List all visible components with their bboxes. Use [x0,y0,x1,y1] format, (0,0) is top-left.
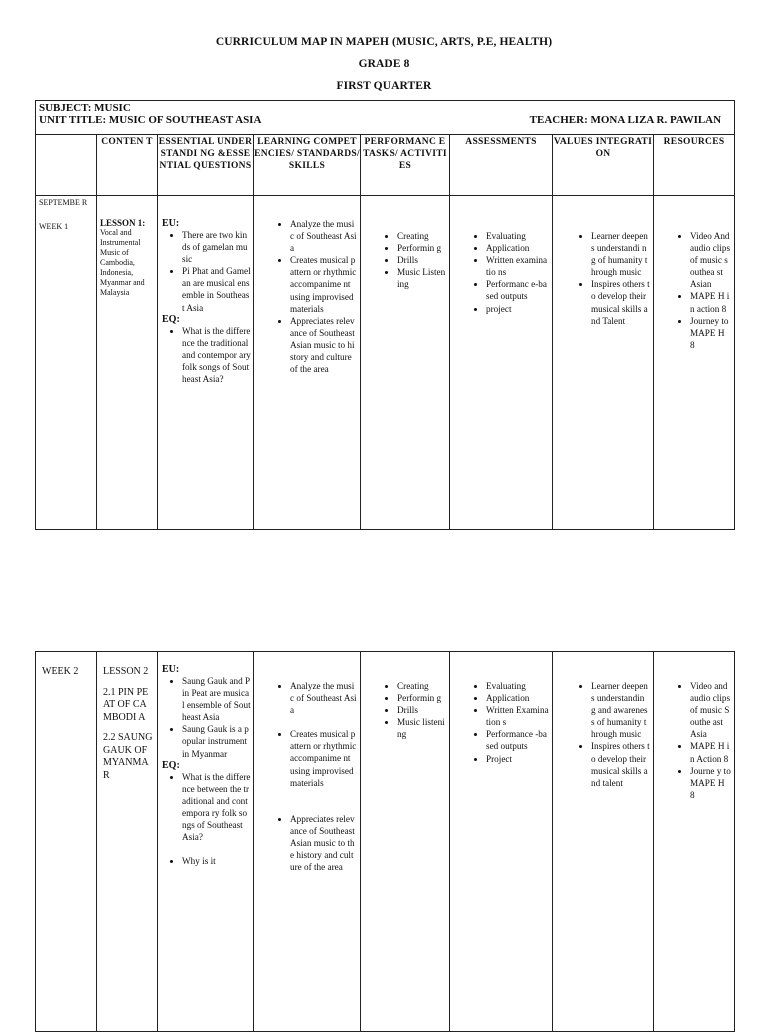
list-item: • Learner deepens understandin g and awareness of humanity through music [591,680,650,740]
list-item: • Written examinatio ns [486,254,549,278]
header-learning-competencies: LEARNING COMPETENCIES/ STANDARDS/ SKILLS [254,135,361,196]
content-cell [97,196,158,530]
tasks-cell [361,652,450,1032]
list-item: • MAPE H in action 8 [690,290,731,314]
week-label: WEEK 2 [42,666,79,677]
assessments-cell [450,196,553,530]
list-item: • Why is it [182,855,251,867]
list-item: • Video And audio clips of music southea st Asian [690,230,731,290]
week-label: WEEK 1 [39,222,69,231]
list-item: • Analyze the music of Southeast Asia [290,680,357,716]
table-row [36,196,735,530]
table-row [36,652,735,1032]
lesson-subtopic-1: 2.1 PIN PEAT OF CAMBODI A [103,686,149,723]
header-content: CONTEN T [97,135,158,196]
values-cell [553,196,654,530]
header-blank [36,135,97,196]
list-item: • Creates musical pattern or rhythmic accompanime nt using improvised materials [290,728,357,788]
list-item: • Video and audio clips of music Southe ast Asia [690,680,731,740]
resources-cell [654,652,735,1032]
list-item: • Written Examination s [486,704,549,728]
list-item: • Performin g [397,242,446,254]
list-item: • What is the difference the traditional and contempor ary folk songs of Southeast Asia? [182,325,251,385]
curriculum-table-1 [35,100,735,530]
list-item: • Evaluating [486,230,549,242]
list-item: • Music listening [397,716,446,740]
list-item: • Performance -based outputs [486,728,549,752]
eq-label: EQ: [162,759,180,771]
list-item: • Music Listening [397,266,446,290]
list-item: • Creating [397,680,446,692]
month-label: SEPTEMBE R [39,198,88,207]
essential-understanding-cell [158,652,254,1032]
resources-cell [654,196,735,530]
list-item: • Learner deepens understandi ng of humanity through music [591,230,650,278]
values-cell [553,652,654,1032]
week-cell [36,196,97,530]
list-item: • Inspires others to develop their musical skills and Talent [591,278,650,326]
list-item: • Journe y to MAPE H 8 [690,765,731,801]
subject-label: SUBJECT: MUSIC [39,102,131,114]
list-item: • Saung Gauk and Pin Peat are musical ensemble of Southeast Asia [182,675,251,723]
list-item: • Evaluating [486,680,549,692]
unit-title: UNIT TITLE: MUSIC OF SOUTHEAST ASIA [39,114,262,126]
quarter-heading: FIRST QUARTER [336,80,432,92]
eq-label: EQ: [162,313,180,325]
header-assessments: ASSESSMENTS [450,135,553,196]
list-item: • Journey to MAPE H 8 [690,315,731,351]
curriculum-table-2 [35,651,735,1032]
header-essential-understanding: ESSENTIAL UNDERSTANDI NG &ESSENTIAL QUESTIONS [158,135,254,196]
lesson-description: Vocal and Instrumental Music of Cambodia, Indonesia, Myanmar and Malaysia [100,228,145,297]
document-title: CURRICULUM MAP IN MAPEH (MUSIC, ARTS, P.E, HEALTH) [215,36,553,48]
lesson-label: LESSON 2 [103,666,149,677]
eu-label: EU: [162,664,180,675]
list-item: • Drills [397,704,446,716]
lesson-label: LESSON 1: [100,218,146,228]
list-item: • Project [486,753,549,765]
assessments-cell [450,652,553,1032]
list-item: • Pi Phat and Gamelan are musical ensemble in Southeast Asia [182,265,251,313]
list-item: • Appreciates relevance of Southeast Asian music to history and culture of the area [290,315,357,375]
list-item: • What is the difference between the traditional and contempora ry folk songs of Southeast Asia? [182,771,251,844]
eu-label: EU: [162,218,180,229]
list-item: • Inspires others to develop their musical skills and talent [591,740,650,788]
list-item: • There are two kinds of gamelan music [182,229,251,265]
list-item: • MAPE H in Action 8 [690,740,731,764]
column-header-row [36,135,735,196]
header-resources: RESOURCES [654,135,735,196]
list-item: • Application [486,242,549,254]
list-item: • Analyze the music of Southeast Asia [290,218,357,254]
tasks-cell [361,196,450,530]
list-item: • Appreciates relevance of Southeast Asian music to the history and culture of the area [290,813,357,873]
header-performance-tasks: PERFORMANC E TASKS/ ACTIVITIES [361,135,450,196]
week-cell [36,652,97,1032]
list-item: • Performanc e-based outputs [486,278,549,302]
list-item: • Application [486,692,549,704]
content-cell [97,652,158,1032]
list-item: • Performin g [397,692,446,704]
list-item: • project [486,303,549,315]
list-item: • Saung Gauk is a popular instrument in Myanmar [182,723,251,759]
info-row [36,101,735,135]
list-item: • Drills [397,254,446,266]
lesson-subtopic-2: 2.2 SAUNG GAUK OF MYANMA R [103,732,153,781]
grade-heading: GRADE 8 [358,58,410,70]
essential-understanding-cell [158,196,254,530]
competencies-cell [254,196,361,530]
list-item: • Creating [397,230,446,242]
header-values-integration: VALUES INTEGRATION [553,135,654,196]
list-item: • Creates musical pattern or rhythmic accompanime nt using improvised materials [290,254,357,314]
teacher-name: TEACHER: MONA LIZA R. PAWILAN [529,114,722,126]
competencies-cell [254,652,361,1032]
